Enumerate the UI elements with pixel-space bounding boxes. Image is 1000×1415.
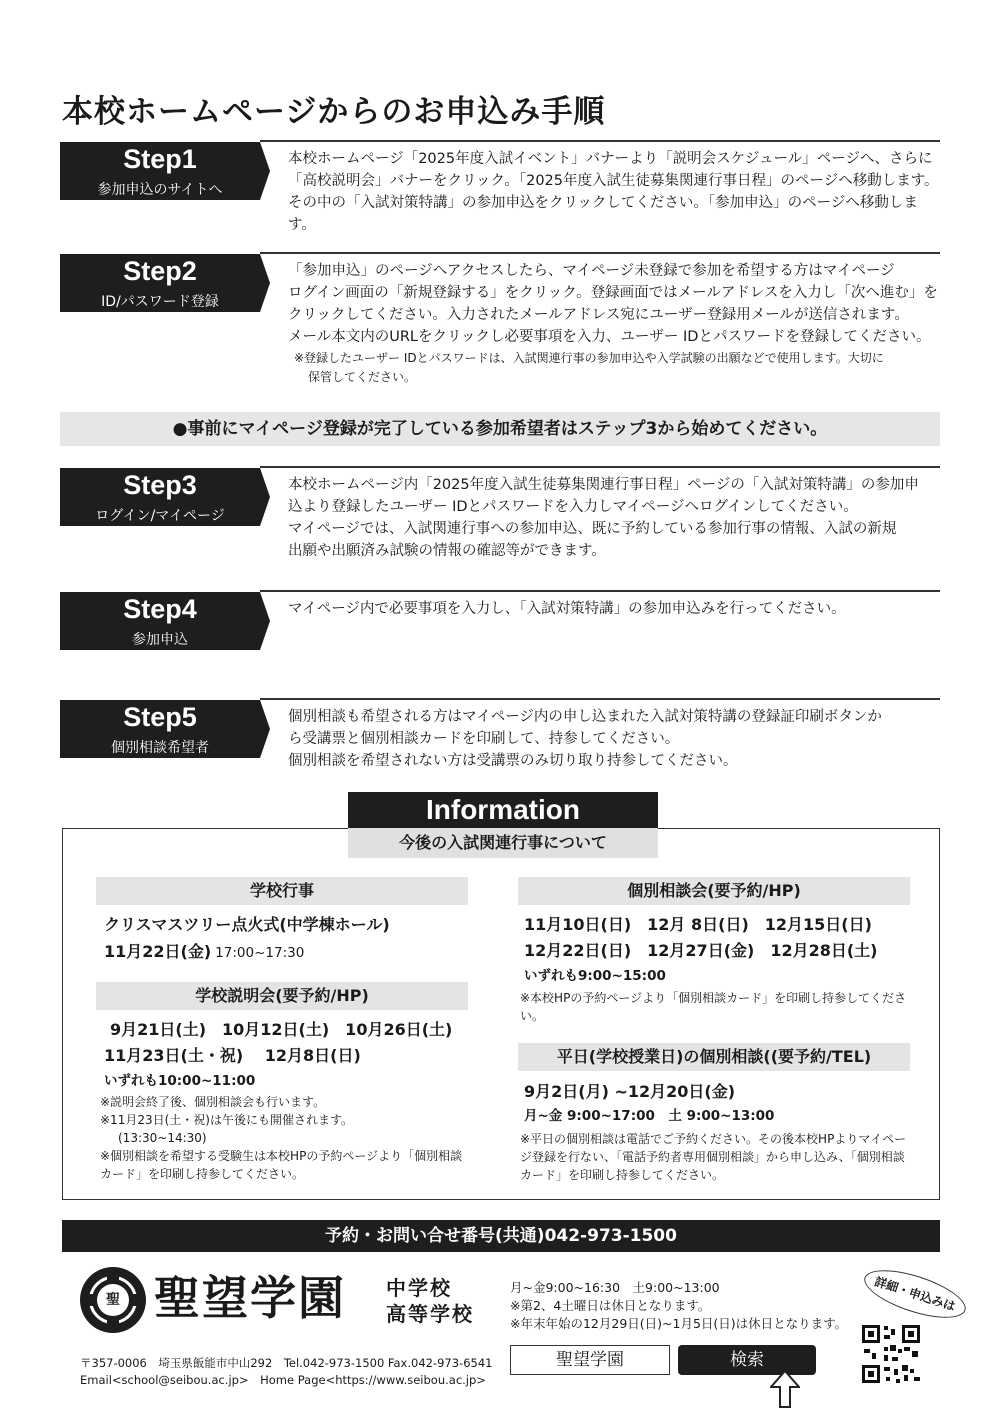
weekday-consultation-hours: 月~金 9:00~17:00 土 9:00~13:00 [524, 1108, 775, 1124]
step-label: Step1 [123, 144, 197, 174]
consultation-time: いずれも9:00~15:00 [524, 968, 666, 984]
step-2 [60, 252, 940, 402]
contact-bar: 予約・お問い合せ番号(共通)042-973-1500 [62, 1220, 940, 1252]
information-subtitle: 今後の入試関連行事について [348, 828, 658, 858]
step-label: Step5 [123, 702, 197, 732]
step-note: ※登録したユーザー IDとパスワードは、入試関連行事の参加申込や入学試験の出願などで使用します。大切に 保管してください。 [294, 351, 884, 384]
step-badge [60, 140, 270, 202]
step-label: Step4 [123, 594, 197, 624]
step-label: Step2 [123, 256, 197, 286]
notice-text: ●事前にマイページ登録が完了している参加希望者はステップ3から始めてください。 [172, 419, 828, 439]
details-bubble: 詳細・申込みは [859, 1261, 971, 1328]
step-description: マイページ内で必要事項を入力し、「入試対策特講」の参加申込みを行ってください。 [288, 601, 846, 617]
step-subtitle: ID/パスワード登録 [101, 294, 219, 310]
step-3 [60, 466, 940, 576]
qr-code-icon[interactable] [860, 1323, 922, 1385]
weekday-consultation-heading: 平日(学校授業日)の個別相談((要予約/TEL) [518, 1043, 910, 1071]
school-briefing-dates: 11月23日(土・祝) 12月8日(日) [104, 1046, 361, 1065]
school-briefing-dates: 9月21日(土) 10月12日(土) 10月26日(土) [110, 1020, 453, 1039]
step-subtitle: 参加申込 [132, 632, 188, 648]
step-divider [260, 698, 940, 700]
office-hours-note: ※年末年始の12月29日(日)~1月5日(日)は休日となります。 [510, 1316, 848, 1331]
search-input[interactable]: 聖望学園 [510, 1345, 670, 1375]
notice-band [60, 412, 940, 446]
step-description: 個別相談も希望される方はマイページ内の申し込まれた入試対策特講の登録証印刷ボタンか ら受講票と個別相談カードを印刷して、持参してください。 個別相談を希望されない方は受講票のみ切り取り持参してください。 [288, 709, 882, 769]
page-title: 本校ホームページからのお申込み手順 [62, 94, 606, 130]
office-hours: 月~金9:00~16:30 土9:00~13:00 [510, 1280, 720, 1295]
step-badge [60, 698, 270, 760]
weekday-consultation-note: ※平日の個別相談は電話でご予約ください。その後本校HPよりマイページ登録を行ない、「電話予約者専用個別相談」から申し込み、「個別相談カード」を印刷し持参してください。 [520, 1132, 907, 1182]
information-title: Information [348, 792, 658, 828]
step-badge [60, 252, 270, 314]
step-subtitle: 個別相談希望者 [111, 740, 209, 756]
school-address: 〒357-0006 埼玉県飯能市中山292 Tel.042-973-1500 Fax.042-973-6541 [80, 1356, 493, 1370]
school-web: Email<school@seibou.ac.jp> Home Page<https://www.seibou.ac.jp> [80, 1373, 486, 1387]
school-event-name: クリスマスツリー点火式(中学棟ホール) [104, 915, 390, 934]
school-seal-icon: 聖 [80, 1267, 146, 1333]
school-briefing-time: いずれも10:00~11:00 [104, 1073, 256, 1089]
step-divider [260, 590, 940, 592]
office-hours-note: ※第2、4土曜日は休日となります。 [510, 1298, 711, 1313]
step-description: 本校ホームページ内「2025年度入試生徒募集関連行事日程」ページの「入試対策特講」の参加申 込より登録したユーザー IDとパスワードを入力しマイページへログインしてください。 マイページでは、入試関連行事への参加申込、既に予約している参加行事の情報、入試の新規 出願や出願済み試験の情報の確認等ができます。 [288, 477, 919, 559]
school-briefing-heading: 学校説明会(要予約/HP) [96, 982, 468, 1010]
step-description: 「参加申込」のページへアクセスしたら、マイページ未登録で参加を希望する方はマイページ ログイン画面の「新規登録する」をクリック。登録画面ではメールアドレスを入力し「次へ進む」を クリックしてください。入力されたメールアドレス宛にユーザー登録用メールが送信されます。 メール本文内のURLをクリックし必要事項を入力、ユーザー IDとパスワードを登録してください。 ※登録したユーザー IDとパスワードは、入試関連行事の参加申込や入学試験の出願などで使用します。大切に 保管してください。 [288, 260, 942, 387]
step-description: 本校ホームページ「2025年度入試イベント」バナーより「説明会スケジュール」ページへ、さらに 「高校説明会」バナーをクリック。「2025年度入試生徒募集関連行事日程」のページへ移動します。 その中の「入試対策特講」の参加申込をクリックしてください。「参加申込」のページへ移動します。 [288, 151, 939, 233]
weekday-consultation-dates: 9月2日(月) ~12月20日(金) [524, 1082, 736, 1101]
step-divider [260, 466, 940, 468]
school-sub-line: 中学校 [386, 1276, 452, 1300]
step-divider [260, 252, 940, 254]
consultation-dates: 11月10日(日) 12月 8日(日) 12月15日(日) [524, 915, 872, 934]
step-divider [260, 140, 940, 142]
consultation-heading: 個別相談会(要予約/HP) [518, 877, 910, 905]
school-event-datetime: 11月22日(金) 17:00~17:30 [104, 942, 305, 961]
school-events-heading: 学校行事 [96, 877, 468, 905]
step-badge [60, 590, 270, 652]
school-briefing-notes: ※説明会終了後、個別相談会も行います。 ※11月23日(土・祝)は午後にも開催されます。 (13:30~14:30) ※個別相談を希望する受験生は本校HPの予約ページより「個別相談カード」を印刷し持参してください。 [100, 1095, 463, 1181]
step-label: Step3 [123, 470, 197, 500]
search-button[interactable]: 検索 [678, 1345, 816, 1375]
cursor-arrow-icon [770, 1370, 800, 1408]
step-subtitle: 参加申込のサイトへ [97, 182, 223, 198]
step-4 [60, 590, 940, 660]
step-subtitle: ログイン/マイページ [95, 508, 225, 524]
step-1 [60, 140, 940, 233]
step-badge [60, 466, 270, 528]
school-sub-line: 高等学校 [386, 1302, 474, 1326]
school-name: 聖望学園 [154, 1271, 346, 1325]
consultation-note: ※本校HPの予約ページより「個別相談カード」を印刷し持参してください。 [520, 991, 907, 1023]
step-5 [60, 698, 940, 778]
consultation-dates: 12月22日(日) 12月27日(金) 12月28日(土) [524, 941, 878, 960]
